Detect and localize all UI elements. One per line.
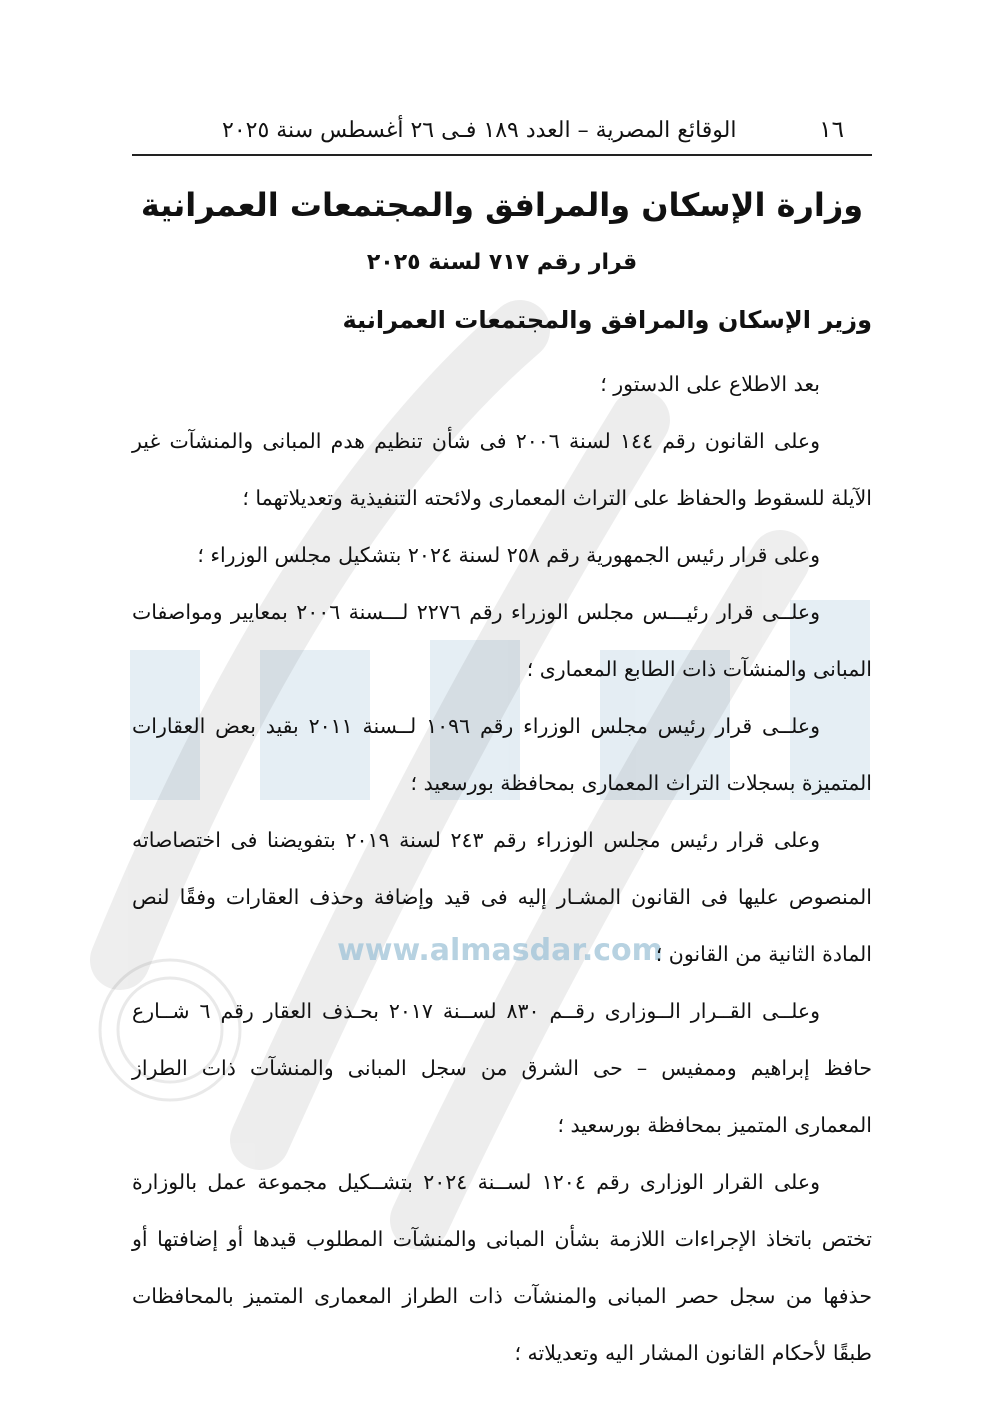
- preamble-paragraph: وعلــى القــرار الــوزارى رقــم ٨٣٠ لســنة ٢٠١٧ بحـذف العقار رقم ٦ شــارع حافظ إبراهيم وممفيس – حى الشرق من سجل المبانى والمنشآت ذات الطراز المعمارى المتميز بمحافظة بورسعيد ؛: [132, 999, 872, 1137]
- ministry-title: وزارة الإسكان والمرافق والمجتمعات العمرانية: [140, 186, 864, 224]
- header-divider: [132, 154, 872, 156]
- preamble-paragraph: وعلــى قرار رئيس مجلس الوزراء رقم ١٠٩٦ لــسنة ٢٠١١ بقيد بعض العقارات المتميزة بسجلات التراث المعمارى بمحافظة بورسعيد ؛: [132, 714, 872, 795]
- preamble-paragraph: وعلى قرار رئيس مجلس الوزراء رقم ٢٤٣ لسنة ٢٠١٩ بتفويضنا فى اختصاصاته المنصوص عليها فى القانون المشـار إليه فى قيد وإضافة وحذف العقارات وفقًا لنص المادة الثانية من القانون ؛: [132, 828, 872, 966]
- preamble-paragraph: وعلــى قرار رئيـــس مجلس الوزراء رقم ٢٢٧٦ لـــسنة ٢٠٠٦ بمعايير ومواصفات المبانى والمنشآت ذات الطابع المعمارى ؛: [132, 600, 872, 681]
- watermark-url: www.almasdar.com: [337, 933, 663, 968]
- preamble-paragraph: وعلى القرار الوزارى رقم ١٢٠٤ لســنة ٢٠٢٤ بتشــكيل مجموعة عمل بالوزارة تختص باتخاذ الإجراءات اللازمة بشأن المبانى والمنشآت المطلوب قيدها أو إضافتها أو حذفها من سجل حصر المبانى والمنشآت ذات الطراز المعمارى المتميز بالمحافظات طبقًا لأحكام القانون المشار اليه وتعديلاته ؛: [132, 1170, 872, 1365]
- issue-line: الوقائع المصرية – العدد ١٨٩ فـى ٢٦ أغسطس سنة ٢٠٢٥: [222, 117, 737, 143]
- decree-title: قرار رقم ٧١٧ لسنة ٢٠٢٥: [366, 250, 638, 275]
- preamble-paragraph: وعلى قرار رئيس الجمهورية رقم ٢٥٨ لسنة ٢٠٢٤ بتشكيل مجلس الوزراء ؛: [197, 543, 820, 567]
- page-number: ١٦: [819, 117, 844, 143]
- running-header: [132, 112, 872, 148]
- preamble-paragraph: بعد الاطلاع على الدستور ؛: [600, 372, 820, 396]
- decree-body: [132, 356, 872, 1382]
- minister-title: وزير الإسكان والمرافق والمجتمعات العمرانية: [342, 306, 872, 334]
- preamble-paragraph: وعلى القانون رقم ١٤٤ لسنة ٢٠٠٦ فى شأن تنظيم هدم المبانى والمنشآت غير الآيلة للسقوط والحفاظ على التراث المعمارى ولائحته التنفيذية وتعديلاتهما ؛: [132, 429, 872, 510]
